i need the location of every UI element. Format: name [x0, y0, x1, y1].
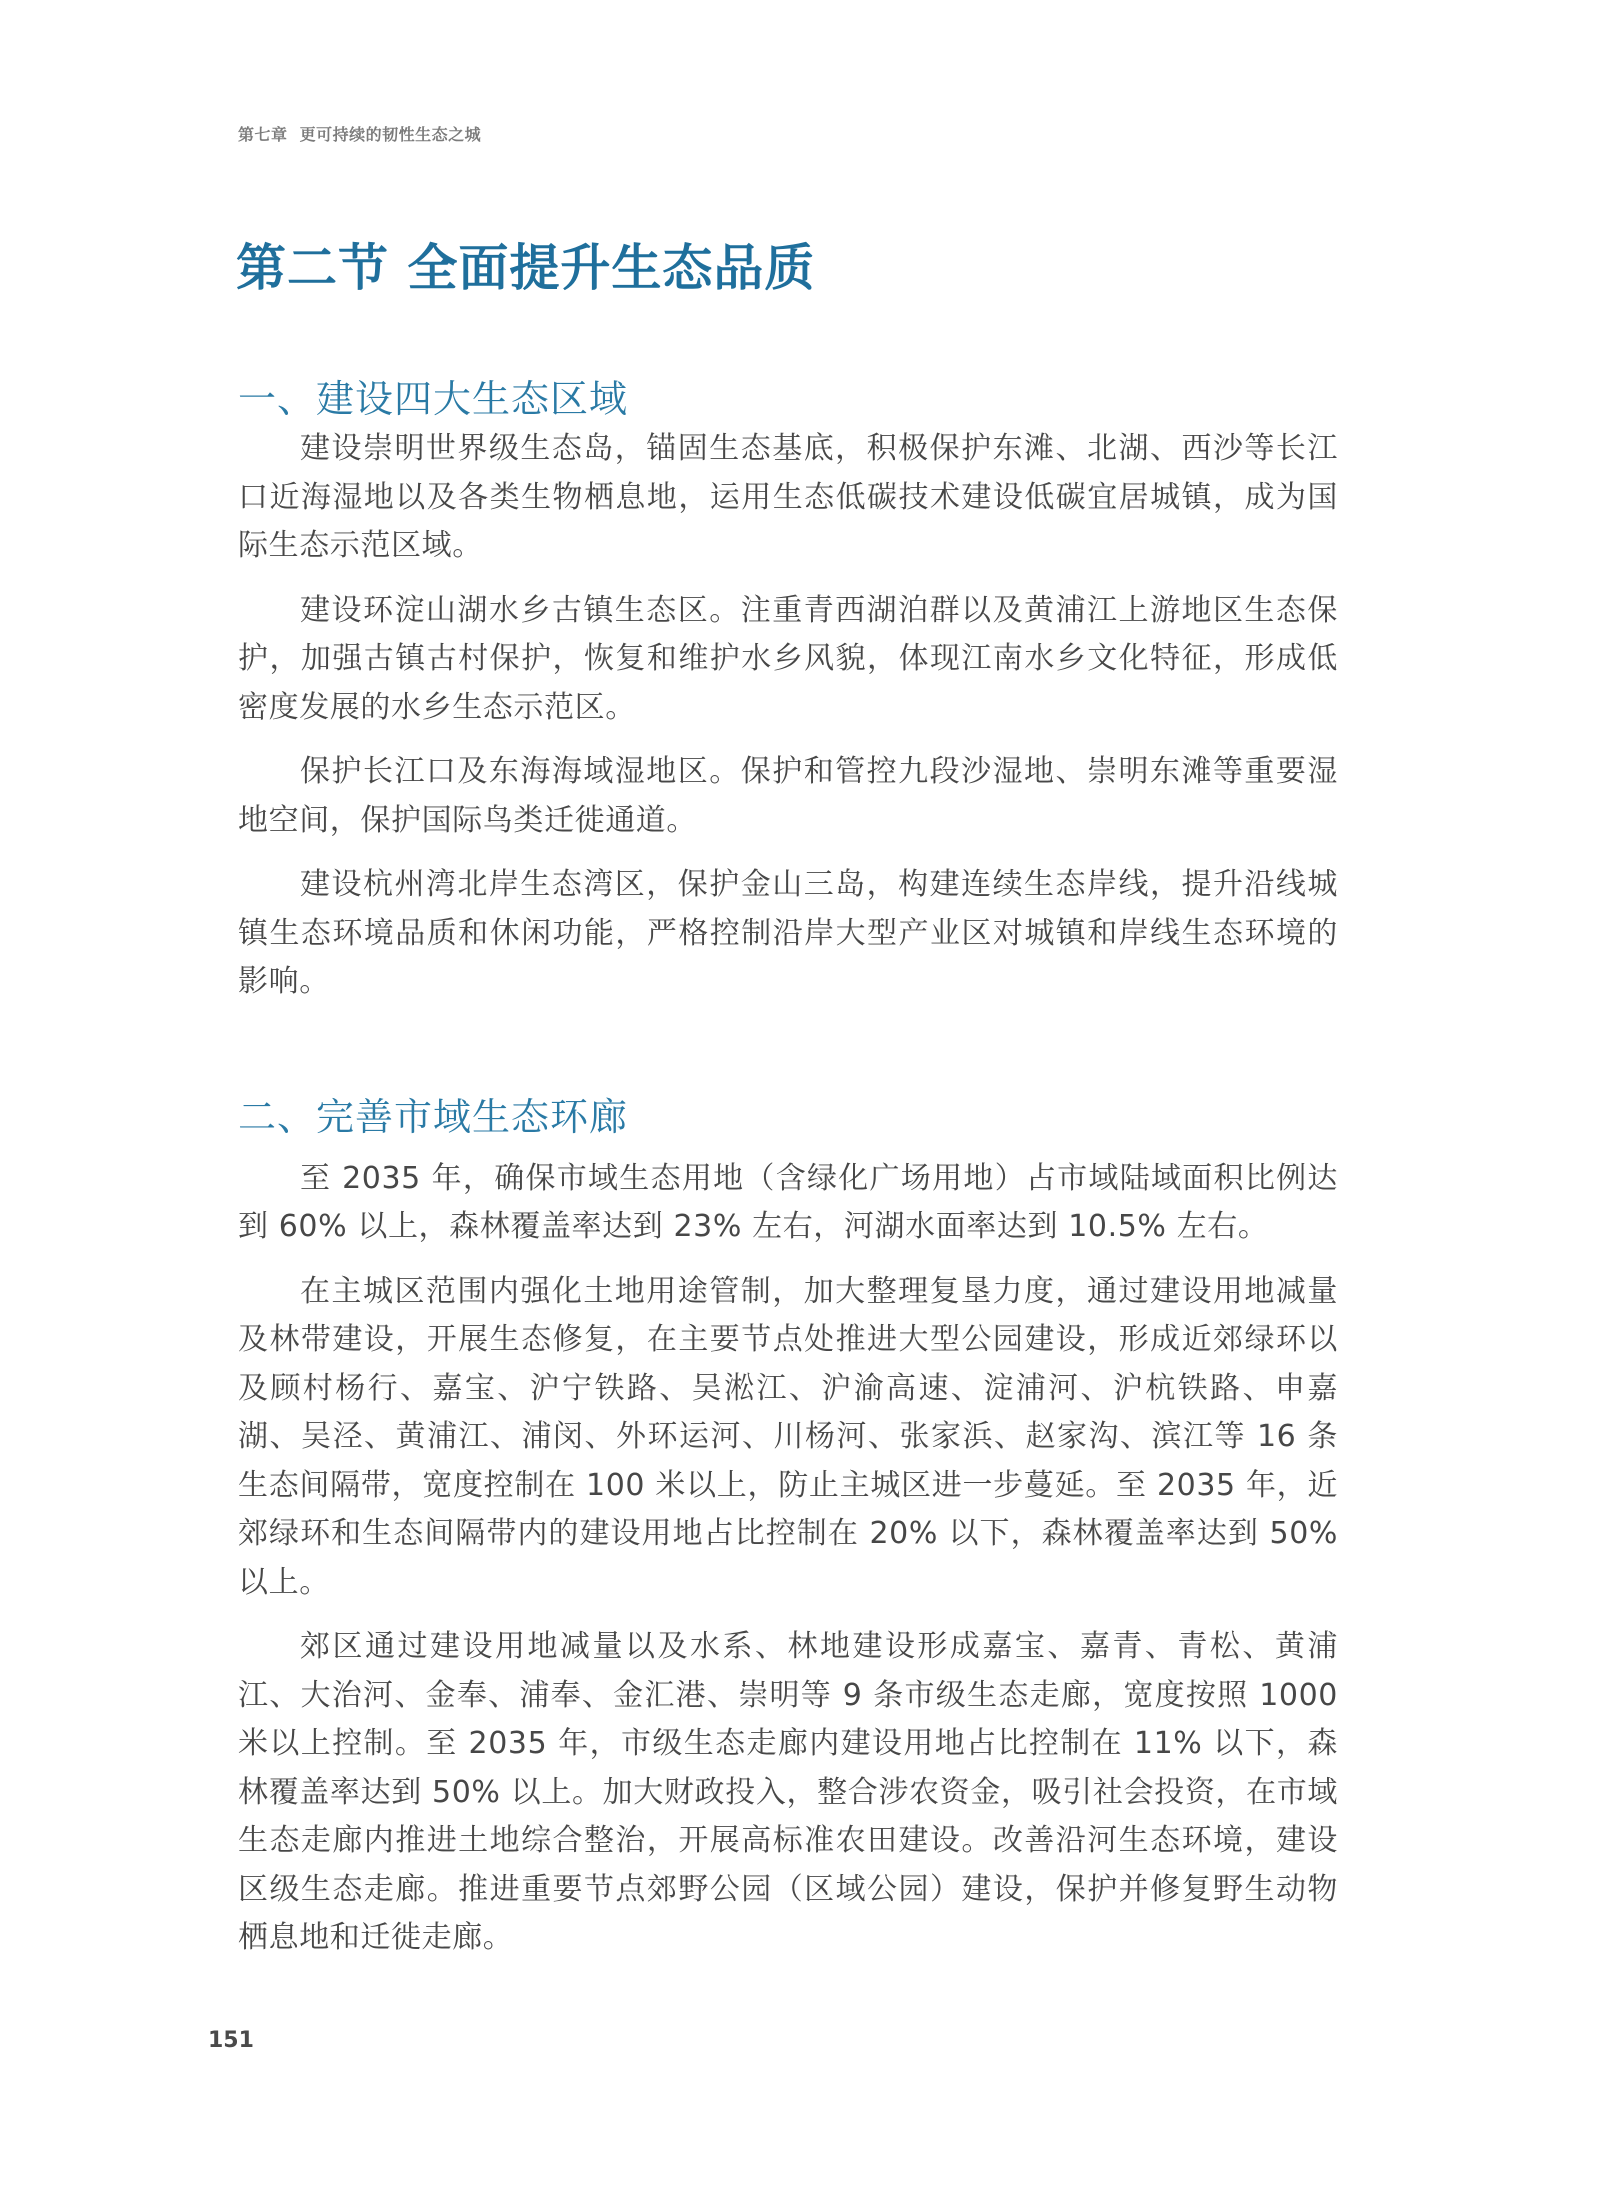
- section-ecological-corridors: [238, 1093, 1338, 1963]
- paragraph: 在主城区范围内强化土地用途管制，加大整理复垦力度，通过建设用地减量及林带建设，开展生态修复，在主要节点处推进大型公园建设，形成近郊绿环以及顾村杨行、嘉宝、沪宁铁路、吴淞江、沪渝高速、淀浦河、沪杭铁路、申嘉湖、吴泾、黄浦江、浦闵、外环运河、川杨河、张家浜、赵家沟、滨江等 16 条生态间隔带，宽度控制在 100 米以上，防止主城区进一步蔓延。至 2035 年，近郊绿环和生态间隔带内的建设用地占比控制在 20% 以下，森林覆盖率达到 50% 以上。: [238, 1273, 1338, 1600]
- page-content: [238, 375, 1338, 1979]
- subheading: 一、建设四大生态区域: [238, 377, 629, 421]
- paragraph: 保护长江口及东海海域湿地区。保护和管控九段沙湿地、崇明东滩等重要湿地空间，保护国际鸟类迁徙通道。: [238, 754, 1338, 838]
- paragraph: 郊区通过建设用地减量以及水系、林地建设形成嘉宝、嘉青、青松、黄浦江、大治河、金奉、浦奉、金汇港、崇明等 9 条市级生态走廊，宽度按照 1000 米以上控制。至 2035 年，市级生态走廊内建设用地占比控制在 11% 以下，森林覆盖率达到 50% 以上。加大财政投入，整合涉农资金，吸引社会投资，在市域生态走廊内推进土地综合整治，开展高标准农田建设。改善沿河生态环境，建设区级生态走廊。推进重要节点郊野公园（区域公园）建设，保护并修复野生动物栖息地和迁徙走廊。: [238, 1629, 1338, 1955]
- paragraph: 建设杭州湾北岸生态湾区，保护金山三岛，构建连续生态岸线，提升沿线城镇生态环境品质和休闲功能，严格控制沿岸大型产业区对城镇和岸线生态环境的影响。: [238, 867, 1338, 999]
- paragraph: 建设崇明世界级生态岛，锚固生态基底，积极保护东滩、北湖、西沙等长江口近海湿地以及各类生物栖息地，运用生态低碳技术建设低碳宜居城镇，成为国际生态示范区域。: [238, 431, 1338, 563]
- paragraph: 至 2035 年，确保市域生态用地（含绿化广场用地）占市域陆域面积比例达到 60% 以上，森林覆盖率达到 23% 左右，河湖水面率达到 10.5% 左右。: [238, 1160, 1338, 1244]
- subheading: 二、完善市域生态环廊: [238, 1094, 629, 1139]
- running-header: 第七章 更可持续的韧性生态之城: [238, 125, 482, 144]
- section-spacer: [238, 1023, 1338, 1093]
- paragraph: 建设环淀山湖水乡古镇生态区。注重青西湖泊群以及黄浦江上游地区生态保护，加强古镇古村保护，恢复和维护水乡风貌，体现江南水乡文化特征，形成低密度发展的水乡生态示范区。: [238, 592, 1338, 725]
- section-ecological-regions: [238, 375, 1338, 1007]
- page-number: 151: [208, 2028, 254, 2053]
- section-title: 第二节 全面提升生态品质: [236, 239, 816, 297]
